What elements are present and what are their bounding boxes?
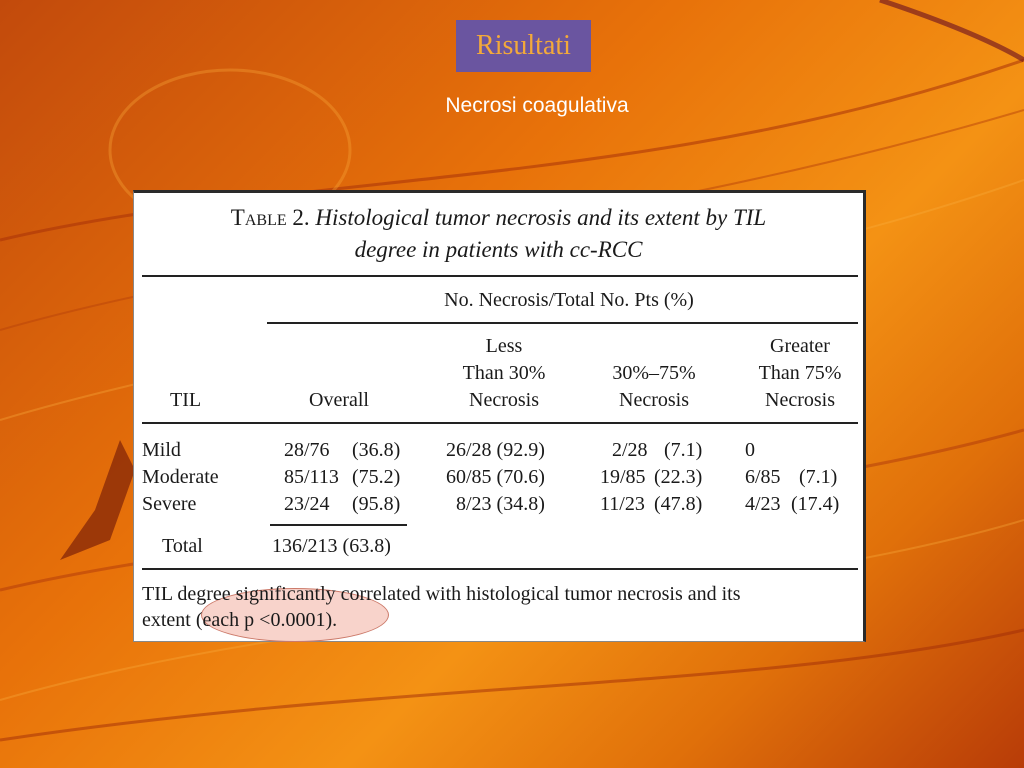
- row-severe-greater: 4/23: [745, 493, 781, 515]
- footnote-line1: TIL degree significantly correlated with histological tumor necrosis and its: [142, 583, 741, 605]
- rule-header: [142, 422, 858, 424]
- header-overall: Overall: [309, 389, 369, 411]
- row-moderate-mid-pct: (22.3): [654, 466, 703, 488]
- header-til: TIL: [170, 389, 202, 411]
- row-mild-greater: 0: [745, 439, 755, 461]
- row-severe-overall: 23/24: [284, 493, 330, 515]
- row-severe-mid-pct: (47.8): [654, 493, 703, 515]
- rule-spanner: [267, 322, 858, 324]
- spanner-header: No. Necrosis/Total No. Pts (%): [444, 289, 694, 311]
- row-mild-less: 26/28 (92.9): [446, 439, 545, 461]
- row-moderate-mid: 19/85: [600, 466, 646, 488]
- slide-title: Risultati: [456, 20, 591, 72]
- row-mild-til: Mild: [142, 439, 181, 461]
- header-greater-line2: Than 75%: [758, 362, 842, 384]
- row-moderate-overall-pct: (75.2): [352, 466, 401, 488]
- row-mild-overall: 28/76: [284, 439, 330, 461]
- row-severe-less: 8/23 (34.8): [456, 493, 545, 515]
- header-less-line3: Necrosis: [469, 389, 539, 411]
- table-caption-title-line2: degree in patients with cc-RCC: [354, 237, 643, 262]
- table-caption-label: Table 2.: [230, 205, 310, 230]
- row-severe-mid: 11/23: [600, 493, 645, 515]
- total-value: 136/213 (63.8): [272, 535, 391, 557]
- table-caption: [134, 205, 863, 231]
- table-caption-line2: [134, 237, 863, 263]
- row-severe-greater-pct: (17.4): [791, 493, 840, 515]
- row-mild-overall-pct: (36.8): [352, 439, 401, 461]
- row-moderate-greater: 6/85: [745, 466, 781, 488]
- row-moderate-greater-pct: (7.1): [799, 466, 838, 488]
- rule-total: [270, 524, 407, 526]
- rule-bottom: [142, 568, 858, 570]
- header-less-line1: Less: [485, 335, 523, 357]
- table-caption-title-line1: Histological tumor necrosis and its extent by TIL: [315, 205, 767, 230]
- header-greater-line1: Greater: [770, 335, 830, 357]
- table-footnote: [142, 581, 741, 633]
- row-moderate-til: Moderate: [142, 466, 219, 488]
- row-severe-til: Severe: [142, 493, 197, 515]
- table-image: [133, 190, 866, 642]
- row-severe-overall-pct: (95.8): [352, 493, 401, 515]
- rule-top: [142, 275, 858, 277]
- total-label: Total: [162, 535, 203, 557]
- header-less-line2: Than 30%: [462, 362, 546, 384]
- header-mid-line1: 30%–75%: [612, 362, 696, 384]
- header-greater-line3: Necrosis: [765, 389, 835, 411]
- row-mild-mid: 2/28: [612, 439, 648, 461]
- slide-subtitle: Necrosi coagulativa: [445, 94, 629, 117]
- footnote-line2: extent (each p <0.0001).: [142, 609, 338, 631]
- row-mild-mid-pct: (7.1): [664, 439, 703, 461]
- row-moderate-less: 60/85 (70.6): [446, 466, 545, 488]
- header-mid-line2: Necrosis: [619, 389, 689, 411]
- row-moderate-overall: 85/113: [284, 466, 339, 488]
